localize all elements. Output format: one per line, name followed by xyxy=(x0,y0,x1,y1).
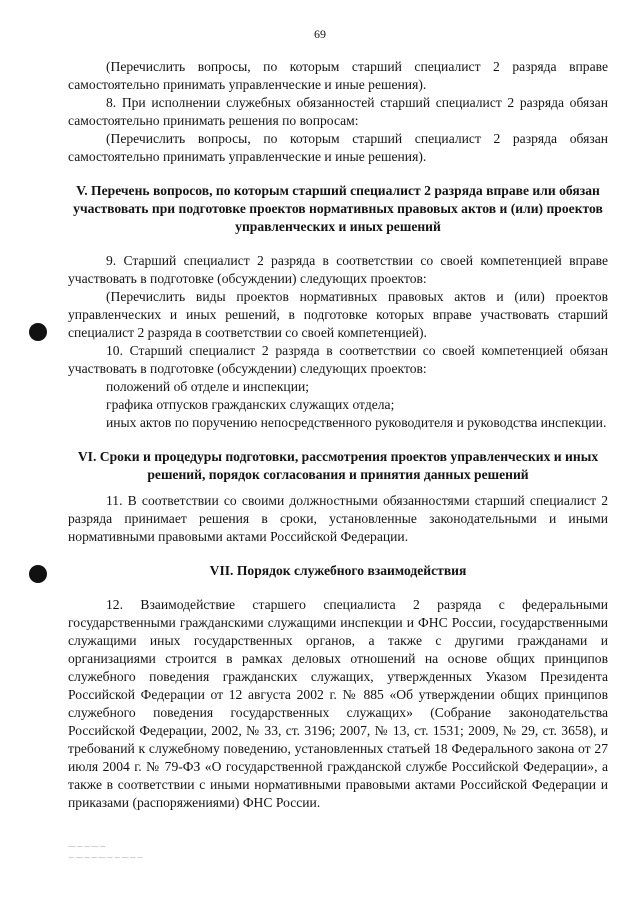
faint-scribble-mark: ∽⁓∼∽⁓∼∽⁓∼∽ xyxy=(68,853,144,862)
page-number: 69 xyxy=(314,27,326,41)
faint-scribble-mark: ⁓∽∼⁓∽ xyxy=(68,842,107,851)
section-heading-vii: VII. Порядок служебного взаимодействия xyxy=(209,563,467,578)
paragraph: 11. В соответствии со своими должностными обязанностями старший специалист 2 разряда принимает решения в сроки, установленные законодательными и иными нормативными правовыми актами Российской Федерации. xyxy=(68,493,608,544)
list-item: положений об отделе и инспекции; xyxy=(106,379,310,394)
list-item: иных актов по поручению непосредственного руководителя и руководства инспекции. xyxy=(106,415,607,430)
paragraph: (Перечислить виды проектов нормативных правовых актов и (или) проектов управленческих и иных решений, в подготовке которых вправе участвовать старший специалист 2 разряда в соответствии со своей компетенцией). xyxy=(68,289,608,340)
list-item: графика отпусков гражданских служащих отдела; xyxy=(106,397,395,412)
section-heading-vi: VI. Сроки и процедуры подготовки, рассмотрения проектов управленческих и иных решений, порядок согласования и принятия данных решений xyxy=(77,449,599,482)
paragraph: (Перечислить вопросы, по которым старший специалист 2 разряда вправе самостоятельно принимать управленческие и иные решения). xyxy=(68,59,608,92)
section-heading-v: V. Перечень вопросов, по которым старший специалист 2 разряда вправе или обязан участвовать при подготовке проектов нормативных правовых актов и (или) проектов управленческих и иных решений xyxy=(73,183,603,234)
document-body xyxy=(68,58,608,812)
paragraph: (Перечислить вопросы, по которым старший специалист 2 разряда обязан самостоятельно принимать управленческие и иные решения). xyxy=(68,131,608,164)
paragraph: 9. Старший специалист 2 разряда в соответствии со своей компетенцией вправе участвовать в подготовке (обсуждении) следующих проектов: xyxy=(68,253,608,286)
paragraph: 8. При исполнении служебных обязанностей старший специалист 2 разряда обязан самостоятельно принимать решения по вопросам: xyxy=(68,95,608,128)
paragraph: 12. Взаимодействие старшего специалиста 2 разряда с федеральными государственными гражданскими служащими инспекции и ФНС России, государственными служащими иных государственных органов, а также с другими гражданами и организациями строится в рамках деловых отношений на основе общих принципов служебного поведения гражданских служащих, утвержденных Указом Президента Российской Федерации от 12 августа 2002 г. № 885 «Об утверждении общих принципов служебного поведения государственных служащих» (Собрание законодательства Российской Федерации, 2002, № 33, ст. 3196; 2007, № 13, ст. 1531; 2009, № 29, ст. 3658), и требований к служебному поведению, установленных статьей 18 Федерального закона от 27 июля 2004 г. № 79-ФЗ «О государственной гражданской службе Российской Федерации», а также в соответствии с иными нормативными правовыми актами Российской Федерации и приказами (распоряжениями) ФНС России. xyxy=(68,597,608,810)
punch-hole-bottom xyxy=(29,565,47,583)
punch-hole-top xyxy=(29,323,47,341)
paragraph: 10. Старший специалист 2 разряда в соответствии со своей компетенцией обязан участвовать в подготовке (обсуждении) следующих проектов: xyxy=(68,343,608,376)
